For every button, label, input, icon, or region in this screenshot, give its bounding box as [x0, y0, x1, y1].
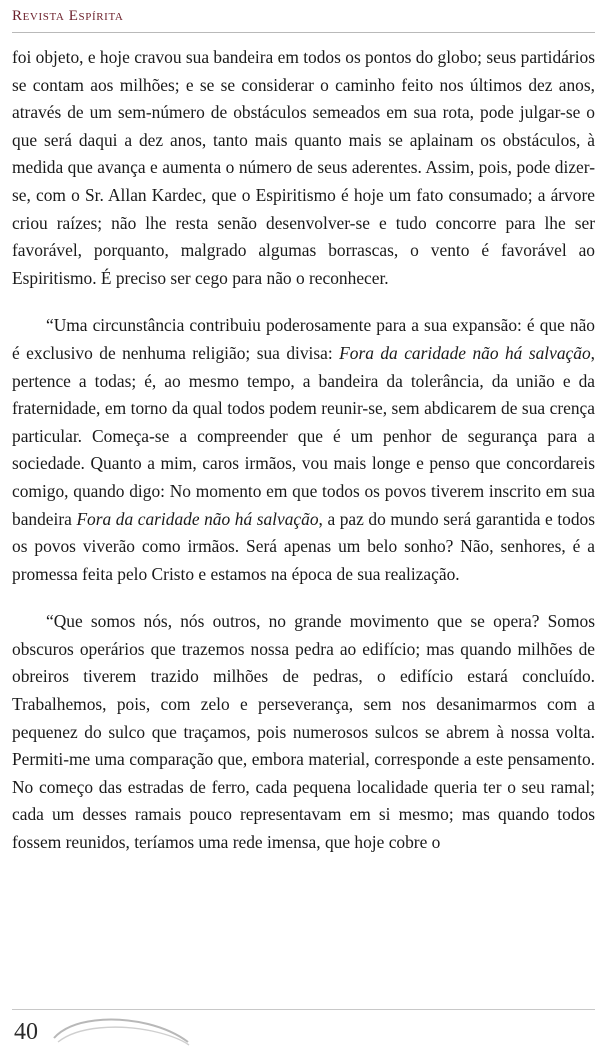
paragraph — [12, 608, 595, 856]
text-run: , pertence a todas; é, ao mesmo tempo, a bandeira da tolerância, da união e da fraternidade, em torno da qual todos podem reunir-se, sem abdicarem de sua crença particular. Começa-se a compreender que é um penhor de segurança para a sociedade. Quanto a mim, caros irmãos, vou mais longe e penso que concordareis comigo, quando digo: No momento em que todos os povos tiverem inscrito em sua bandeira — [12, 342, 595, 529]
text-run: “Uma circunstância contribuiu poderosamente para a sua expansão: é que não é exclusivo de nenhuma religião; sua divisa: — [12, 315, 595, 363]
page-number: 40 — [14, 1019, 38, 1045]
emphasis-text: Fora da caridade não há salvação — [339, 342, 591, 363]
emphasis-text: Fora da caridade não há salvação — [76, 508, 319, 529]
text-run: foi objeto, e hoje cravou sua bandeira em todos os pontos do globo; seus partidários se contam aos milhões; e se se considerar o caminho feito nos últimos dez anos, através de um sem-número de obstáculos semeados em sua rota, pode julgar-se o que será daqui a dez anos, tanto mais quanto mais se aplainam os obstáculos, à medida que avança e aumenta o número de seus aderentes. Assim, pois, pode dizer-se, com o Sr. Allan Kardec, que o Espiritismo é hoje um fato consumado; a árvore criou raízes; não lhe resta senão desenvolver-se e tudo concorre para lhe ser favorável, porquanto, malgrado algumas borrascas, o vento é favorável ao Espiritismo. É preciso ser cego para não o reconhecer. — [12, 47, 595, 288]
header-rule — [12, 32, 595, 33]
page-body-text — [12, 44, 595, 857]
paragraph — [12, 44, 595, 292]
page-footer — [0, 998, 607, 1056]
text-run: “Que somos nós, nós outros, no grande movimento que se opera? Somos obscuros operários que trazemos nossa pedra ao edifício; mas quando milhões de obreiros tiverem trazido milhões de pedras, o edifício estará concluído. Trabalhemos, pois, com zelo e perseverança, sem nos desanimarmos com a pequenez do sulco que traçamos, pois numerosos sulcos se abrem à nossa volta. Permiti-me uma comparação que, embora material, corresponde a este pensamento. No começo das estradas de ferro, cada pequena localidade queria ter o seu ramal; cada um desses ramais pouco representavam em si mesmo; mas quando todos fossem reunidos, teríamos uma rede imensa, que hoje cobre o — [12, 611, 595, 853]
flourish-ornament-icon — [52, 1014, 192, 1048]
footer-rule — [12, 1009, 595, 1010]
running-head-title: Revista Espírita — [12, 8, 124, 24]
text-run: , a paz do mundo será garantida e todos os povos viverão como irmãos. Será apenas um belo sonho? Não, senhores, é a promessa feita pelo Cristo e estamos na época de sua realização. — [12, 508, 596, 584]
paragraph — [12, 312, 595, 588]
